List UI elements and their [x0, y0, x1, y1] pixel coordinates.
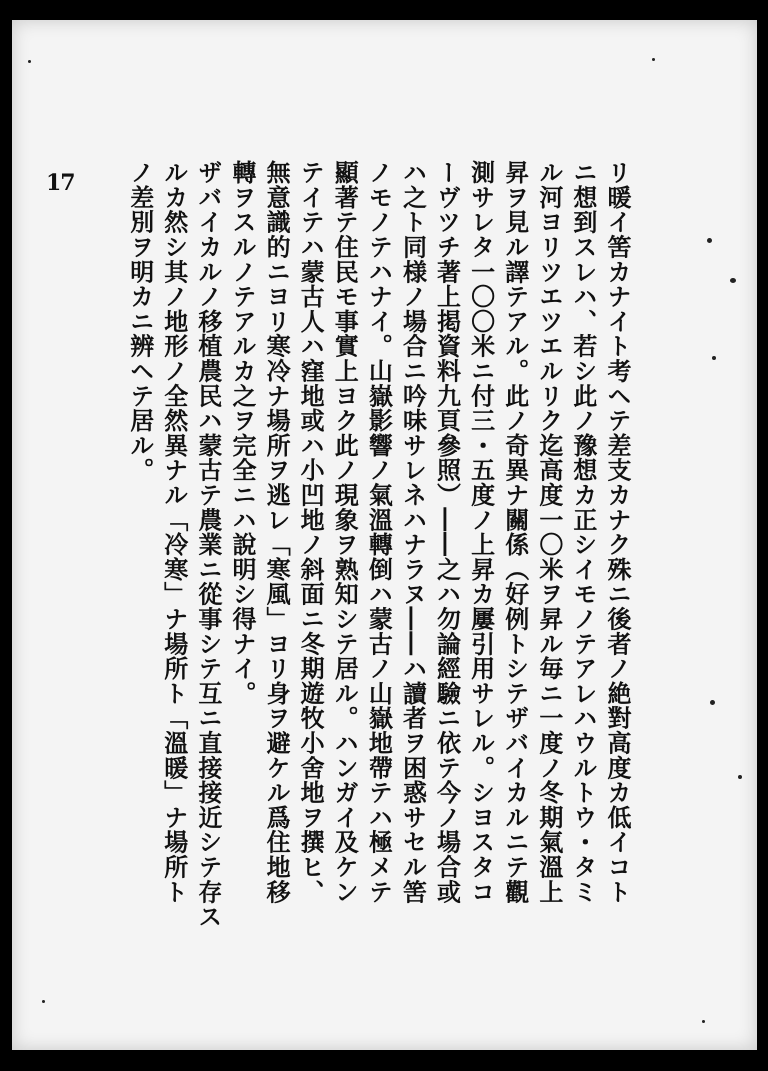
document-page	[12, 20, 757, 1050]
text-column: ノモノテハナイ。山嶽影響ノ氣溫轉倒ハ蒙古ノ山嶽地帶テハ極メテ	[364, 160, 394, 904]
text-column: 顯著テ住民モ事實上ヨク此ノ現象ヲ熟知シテ居ル。ハンガイ及ケン	[330, 160, 360, 904]
text-column: ーヴツチ著上掲資料九頁參照）――之ハ勿論經驗ニ依テ今ノ場合或	[432, 160, 462, 904]
speck	[707, 238, 712, 243]
text-column: ハ之ト同様ノ場合ニ吟味サレネハナラヌ――ハ讀者ヲ困惑サセル筈	[398, 160, 428, 904]
text-column: ノ差別ヲ明カニ辨ヘテ居ル。	[125, 160, 155, 483]
speck	[652, 58, 655, 61]
text-column: ルカ然シ其ノ地形ノ全然異ナル「冷寒」ナ場所ト「溫暖」ナ場所ト	[159, 160, 189, 904]
speck	[710, 700, 715, 705]
text-column: ザバイカルノ移植農民ハ蒙古テ農業ニ從事シテ互ニ直接接近シテ存ス	[193, 160, 223, 929]
text-column: ニ想到スレハ、若シ此ノ豫想カ正シイモノテアレハウルトウ・タミ	[568, 160, 598, 904]
speck	[730, 278, 736, 283]
text-column: 測サレタ一〇〇米ニ付三・五度ノ上昇カ屢引用サレル。シヨスタコ	[466, 160, 496, 904]
text-column: リ暖イ筈カナイト考ヘテ差支カナク殊ニ後者ノ絶對高度カ低イコト	[603, 160, 632, 904]
vertical-text-block	[94, 160, 634, 1020]
speck	[712, 356, 716, 360]
text-column: ル河ヨリツエツエルリク迄高度一〇米ヲ昇ル毎ニ一度ノ冬期氣溫上	[534, 160, 564, 904]
speck	[28, 60, 31, 63]
text-column: 轉ヲスルノテアルカ之ヲ完全ニハ說明シ得ナイ。	[227, 160, 257, 706]
speck	[42, 1000, 45, 1003]
speck	[738, 775, 742, 779]
speck	[702, 1020, 705, 1023]
page-number: 17	[46, 170, 75, 196]
text-column: テイテハ蒙古人ハ窪地或ハ小凹地ノ斜面ニ冬期遊牧小舍地ヲ撰ヒ、	[296, 160, 326, 904]
text-column: 昇ヲ見ル譯テアル。此ノ奇異ナ關係（好例トシテザバイカルニテ觀	[500, 160, 530, 904]
text-column: 無意識的ニヨリ寒冷ナ場所ヲ逃レ「寒風」ヨリ身ヲ避ケル爲住地移	[262, 160, 292, 904]
